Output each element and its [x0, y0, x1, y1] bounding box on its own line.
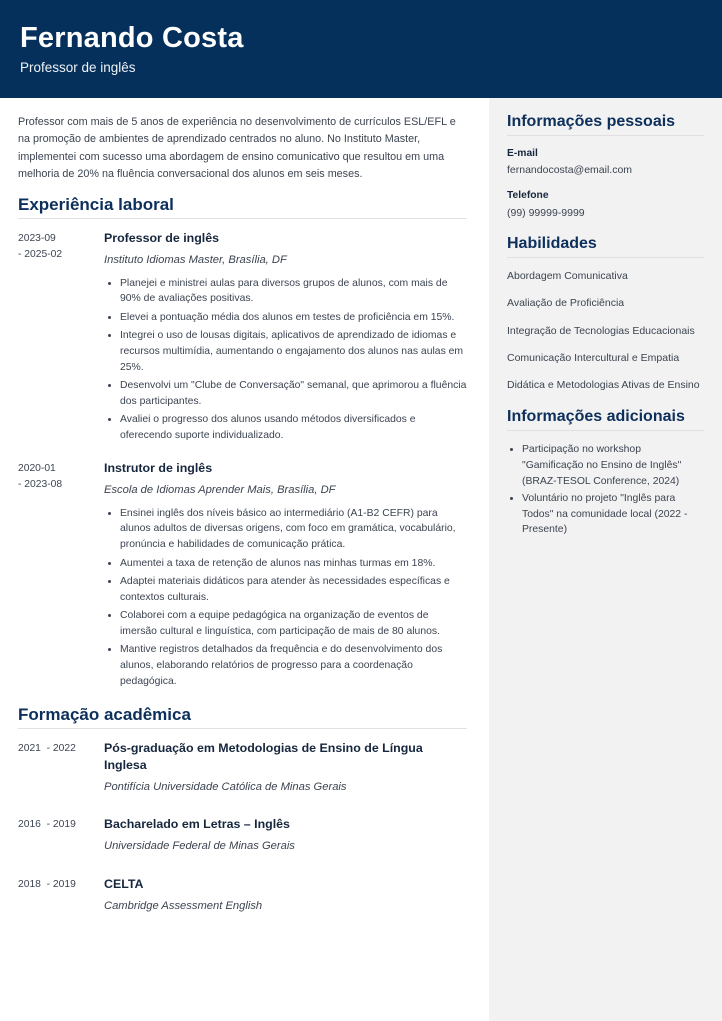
entry-bullet: • Avaliei o progresso dos alunos usando métodos diversificados e oferecendo suporte individualizado.	[120, 412, 467, 444]
section-divider	[507, 135, 704, 136]
entry-date-end: - 2025-02	[18, 249, 63, 261]
experience-section-title: Experiência laboral	[18, 194, 174, 214]
entry-organization: Cambridge Assessment English	[104, 899, 263, 912]
entry-date-start: 2020-01	[18, 463, 56, 475]
candidate-name: Fernando Costa	[20, 22, 244, 54]
entry-date-end: - 2023-08	[18, 479, 63, 491]
experience-entries	[18, 230, 467, 692]
entry-body	[94, 740, 467, 802]
contact-item	[507, 189, 704, 220]
skills-section	[507, 234, 704, 393]
entry-bullet: • Mantive registros detalhados da frequência e do desenvolvimento dos alunos, elaborando relatórios de progresso para a coordenação pedagógica.	[120, 642, 467, 689]
entry-dates	[18, 460, 94, 692]
skill-item: Avaliação de Proficiência	[507, 297, 625, 310]
section-divider	[507, 430, 704, 431]
entry-dates	[18, 740, 94, 802]
entry-body	[94, 230, 467, 446]
additional-info-item: • Voluntário no projeto "Inglês para Todos" na comunidade local (2022 - Presente)	[522, 491, 704, 538]
entry-bullet-list	[104, 276, 467, 444]
entry-title: CELTA	[104, 876, 144, 891]
entry	[18, 460, 467, 692]
experience-section	[18, 194, 467, 692]
resume-header	[0, 0, 722, 98]
entry-dates	[18, 816, 94, 861]
entry-bullet: • Ensinei inglês dos níveis básico ao intermediário (A1-B2 CEFR) para alunos adultos de diversas origens, com foco em gramática, vocabulário, pronúncia e habilidades de comunicação prática.	[120, 506, 467, 553]
entry	[18, 740, 467, 802]
entry-bullet: • Planejei e ministrei aulas para diversos grupos de alunos, com mais de 90% de avaliações positivas.	[120, 276, 467, 308]
education-section-title: Formação acadêmica	[18, 705, 191, 725]
entry	[18, 876, 467, 921]
entry-date-end: - 2019	[40, 878, 76, 890]
skill-item: Abordagem Comunicativa	[507, 270, 628, 283]
entry-title: Pós-graduação em Metodologias de Ensino de Língua Inglesa	[104, 741, 423, 773]
entry-bullet: • Desenvolvi um "Clube de Conversação" semanal, que aprimorou a fluência dos participantes.	[120, 378, 467, 410]
entry-date-start: 2023-09	[18, 233, 56, 245]
entry-title: Professor de inglês	[104, 231, 219, 246]
entry-body	[94, 816, 467, 861]
contact-label: Telefone	[507, 190, 549, 202]
section-divider	[507, 257, 704, 258]
entry-date-start: 2016	[18, 819, 41, 831]
entry-organization: Universidade Federal de Minas Gerais	[104, 840, 295, 853]
sidebar-column	[489, 98, 722, 1021]
section-divider	[18, 218, 467, 219]
additional-info-title: Informações adicionais	[507, 408, 685, 426]
personal-info-section	[507, 112, 704, 220]
personal-info-title: Informações pessoais	[507, 113, 676, 130]
contact-item	[507, 147, 704, 178]
contact-items	[507, 147, 704, 220]
skills-title: Habilidades	[507, 235, 597, 253]
entry-dates	[18, 230, 94, 446]
skill-item: Integração de Tecnologias Educacionais	[507, 324, 695, 337]
entry-bullet: • Aumentei a taxa de retenção de alunos nas minhas turmas em 18%.	[120, 556, 467, 572]
skill-item: Comunicação Intercultural e Empatia	[507, 351, 680, 364]
additional-info-section	[507, 407, 704, 538]
additional-info-list	[507, 442, 704, 538]
entry-bullet-list	[104, 506, 467, 690]
entry-bullet: • Colaborei com a equipe pedagógica na organização de eventos de imersão cultural e linguística, com participação de mais de 80 alunos.	[120, 608, 467, 640]
entry-date-start: 2018	[18, 878, 41, 890]
entry-date-end: - 2019	[40, 819, 76, 831]
entry-organization: Pontifícia Universidade Católica de Minas Gerais	[104, 780, 347, 793]
entry-bullet: • Adaptei materiais didáticos para atender às necessidades específicas e contextos culturais.	[120, 574, 467, 606]
resume-columns	[0, 98, 722, 1021]
entry-title: Bacharelado em Letras – Inglês	[104, 817, 290, 832]
additional-info-item: • Participação no workshop "Gamificação no Ensino de Inglês" (BRAZ-TESOL Conference, 2024)	[522, 442, 704, 489]
entry-body	[94, 460, 467, 692]
contact-value[interactable]: (99) 99999-9999	[507, 206, 585, 219]
entry-title: Instrutor de inglês	[104, 461, 213, 476]
entry-bullet: • Elevei a pontuação média dos alunos em testes de proficiência em 15%.	[120, 310, 467, 326]
entry-bullet: • Integrei o uso de lousas digitais, aplicativos de aprendizado de idiomas e recursos multimídia, aumentando o engajamento dos alunos nas aulas em 25%.	[120, 328, 467, 375]
entry	[18, 230, 467, 446]
entry	[18, 816, 467, 861]
education-section	[18, 704, 467, 921]
entry-organization: Escola de Idiomas Aprender Mais, Brasília, DF	[104, 483, 336, 496]
main-column	[0, 98, 489, 1021]
section-divider	[18, 728, 467, 729]
entry-dates	[18, 876, 94, 921]
contact-label: E-mail	[507, 148, 538, 159]
entry-organization: Instituto Idiomas Master, Brasília, DF	[104, 253, 287, 266]
education-entries	[18, 740, 467, 921]
contact-value[interactable]: fernandocosta@email.com	[507, 164, 633, 177]
entry-body	[94, 876, 467, 921]
candidate-role: Professor de inglês	[20, 60, 136, 76]
entry-date-end: - 2022	[40, 743, 76, 755]
skill-item: Didática e Metodologias Ativas de Ensino	[507, 379, 700, 392]
professional-summary: Professor com mais de 5 anos de experiência no desenvolvimento de currículos ESL/EFL e na promoção de ambientes de aprendizado centrados no aluno. No Instituto Master, implementei com sucesso uma abordagem de ensino comunicativo que resultou em uma melhoria de 20% na fluência conversacional dos alunos em seis meses.	[18, 116, 456, 181]
entry-date-start: 2021	[18, 743, 41, 755]
skill-list	[507, 269, 704, 393]
